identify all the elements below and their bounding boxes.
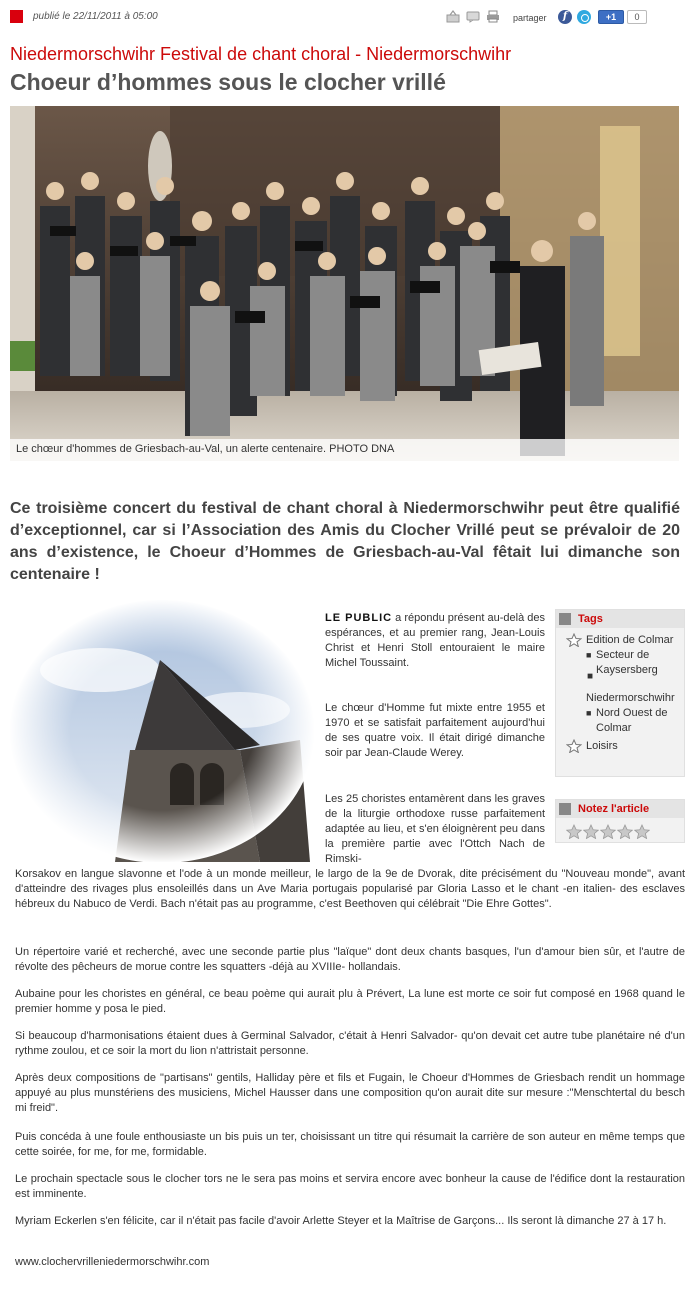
google-plus-button[interactable]: +1 [598,10,624,24]
share-icon[interactable] [446,10,460,23]
paragraph-9: Le prochain spectacle sous le clocher tors ne le sera pas moins et servira encore avec bonheur la cause de l'édifice dont la restauration est imminente. [15,1173,685,1200]
photo-caption: Le chœur d'hommes de Griesbach-au-Val, un alerte centenaire. PHOTO DNA [10,439,679,461]
tag-loisirs[interactable] [566,739,684,754]
tag-niedermorschwihr[interactable] [566,671,684,706]
paragraph-5: Aubaine pour les choristes en général, ce beau poème qui aurait plu à Prévert, La lune est morte ce soir fut composé en 1968 quand le premier homme y posa le pied. [15,988,685,1015]
bullet-icon: ■ [586,708,592,718]
paragraph-1 [325,611,545,671]
website-link[interactable]: www.clochervrilleniedermorschwihr.com [15,1256,210,1268]
paragraph-2: Le chœur d'Homme fut mixte entre 1955 et 1970 et se satisfait parfaitement aujourd'hui de ses quatre voix. Il était dirigé dimanche soir par Jean-Claude Werey. [325,702,545,759]
tags-header-marker [559,613,571,625]
paragraph-7: Après deux compositions de "partisans" gentils, Halliday père et fils et Fugain, le Choeur d'Hommes de Griesbach rendit un hommage appuyé au plus munstériens des musiciens, Michel Hausser dans une composition qu'on aurait dite sur mesure :"Menschtertal du besch mi freid". [15,1072,685,1114]
rating-box [555,799,685,843]
tag-label: Secteur de Kaysersberg [596,649,658,676]
tags-title: Tags [578,613,603,625]
rating-stars[interactable] [566,824,650,839]
tag-nord-ouest-colmar[interactable] [566,706,684,736]
rating-title: Notez l'article [578,803,650,815]
facebook-icon[interactable]: f [558,10,572,24]
bullet-icon: ■ [586,650,592,660]
rating-header-marker [559,803,571,815]
print-icon[interactable] [486,10,500,23]
article-photo [10,106,679,461]
tags-header [556,610,684,628]
choir-photo-illustration [10,106,679,461]
star-rating-icon-2[interactable] [583,824,599,839]
tag-label: Nord Ouest de Colmar [596,707,668,734]
section-marker [10,10,23,23]
article-headline: Choeur d’hommes sous le clocher vrillé [10,69,446,95]
tag-secteur-kaysersberg[interactable] [566,648,684,678]
article-kicker: Niedermorschwihr Festival de chant choral - Niedermorschwihr [10,44,512,64]
star-rating-icon-4[interactable] [617,824,633,839]
star-rating-icon-3[interactable] [600,824,616,839]
article-meta-bar [0,0,695,34]
tags-list [556,628,684,754]
google-plus-count: 0 [627,10,647,24]
star-rating-icon-5[interactable] [634,824,650,839]
tag-label: Niedermorschwihr [586,692,675,704]
paragraph-10: Myriam Eckerlen s'en félicite, car il n'était pas facile d'avoir Arlette Steyer et la Maîtrise de Garçons... Ils seront là dimanche 27 à 17 h. [15,1215,667,1227]
tag-label: Loisirs [586,740,618,752]
paragraph-1-text: a répondu présent au-delà des espérances, et au premier rang, Jean-Louis Christ et Henri Stoll entouraient le maire Michel Toussaint. [325,612,546,669]
tag-label: Edition de Colmar [586,634,674,646]
twitter-icon[interactable] [577,10,591,24]
paragraph-1-lead: LE PUBLIC [325,612,393,624]
star-rating-icon-1[interactable] [566,824,582,839]
publication-date: publié le 22/11/2011 à 05:00 [33,11,158,22]
star-outline-icon [566,739,582,753]
paragraph-3-end: Korsakov en langue slavonne et l'ode à un monde meilleur, le largo de la 9e de Dvorak, dite précisément du "Nouveau monde", avant d'atteindre des rivages plus ensoleillés dans un Ave Maria portugais popularisé par Gloria Lasso et le chant -en italien- des esclaves hébreux du Nabuco de Verdi. Bach n'était pas au programme, c'est Beethoven qui célébrait "Die Ehre Gottes". [15,868,685,910]
church-tower-image [10,600,315,862]
bullet-icon: ■ [587,671,594,682]
article-tools [446,10,500,23]
comment-icon[interactable] [466,10,480,23]
share-label: partager [513,13,547,23]
star-outline-icon [566,633,582,647]
rating-header [556,800,684,818]
paragraph-8: Puis concéda à une foule enthousiaste un bis puis un ter, choisissant un titre qui résumait la carrière de son auteur en même temps que cette soirée, for me, for me, formidable. [15,1131,685,1158]
article-lead: Ce troisième concert du festival de chant choral à Niedermorschwihr peut être qualifié d’exceptionnel, car si l’Association des Amis du Clocher Vrillé peut se prévaloir de 20 ans d’existence, le Choeur d’Hommes de Griesbach-au-Val fêtait lui dimanche son centenaire ! [10,500,680,583]
paragraph-4: Un répertoire varié et recherché, avec une seconde partie plus "laïque" dont deux chants basques, l'un d'amour bien sûr, et l'autre de révolte des pêcheurs de morue contre les squatters -déjà au XVIIIe- hollandais. [15,946,685,973]
paragraph-6: Si beaucoup d'harmonisations étaient dues à Germinal Salvador, c'était à Henri Salvador- qu'on devait cet autre tube planétaire né d'un rythme zoulou, et ce soir la mort du lion n'attristait personne. [15,1030,685,1057]
paragraph-3-start: Les 25 choristes entamèrent dans les graves de la liturgie orthodoxe russe parfaitement adaptée au lieu, et s'en éloignèrent peu dans la première partie avec l'Ottch Nach de Rimski- [325,793,545,865]
tag-edition-colmar[interactable] [566,633,684,648]
tags-box [555,609,685,777]
